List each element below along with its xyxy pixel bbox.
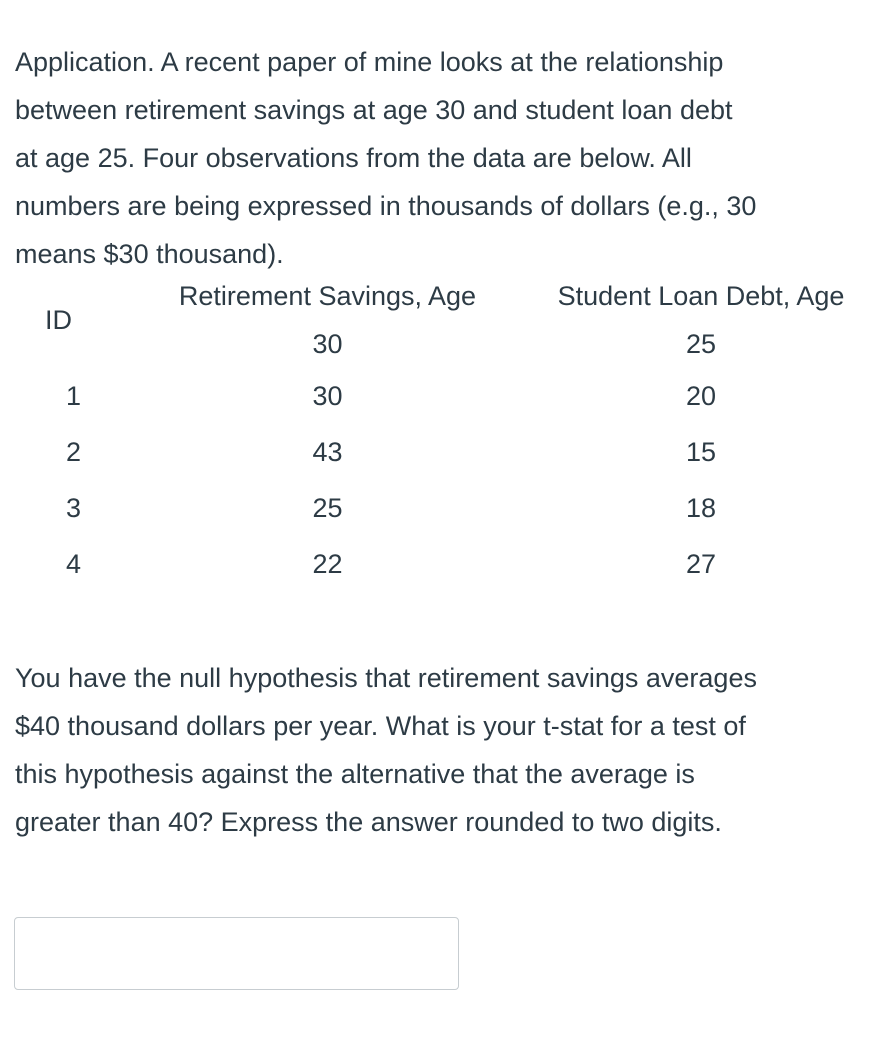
intro-line: at age 25. Four observations from the data are below. All [15,143,692,173]
question-text [15,38,875,278]
prompt-line: greater than 40? Express the answer rounded to two digits. [15,807,722,837]
cell-debt: 20 [685,381,717,411]
header-retirement-line2: 30 [312,329,343,359]
header-debt [510,272,892,368]
intro-line: numbers are being expressed in thousands of dollars (e.g., 30 [15,191,757,221]
table-row [0,536,892,592]
intro-line: between retirement savings at age 30 and student loan debt [15,95,733,125]
header-retirement [145,272,510,368]
prompt-line: You have the null hypothesis that retirement savings averages [15,663,757,693]
data-table [0,272,892,592]
cell-debt: 18 [685,493,717,523]
cell-debt: 27 [685,549,717,579]
table-row [0,480,892,536]
table-header-row [0,272,892,368]
cell-id: 4 [66,549,82,579]
cell-debt: 15 [685,437,717,467]
header-retirement-line1: Retirement Savings, Age [178,281,477,311]
answer-input[interactable] [14,917,459,990]
cell-retirement: 22 [312,549,343,579]
intro-line: means $30 thousand). [15,239,284,269]
prompt-line: this hypothesis against the alternative that the average is [15,759,695,789]
cell-id: 1 [66,381,82,411]
question-prompt [15,654,885,846]
prompt-line: $40 thousand dollars per year. What is your t-stat for a test of [15,711,746,741]
header-debt-line1: Student Loan Debt, Age [557,281,845,311]
table-row [0,424,892,480]
header-id [0,272,145,368]
cell-retirement: 25 [312,493,343,523]
cell-retirement: 43 [312,437,343,467]
cell-id: 2 [66,437,82,467]
intro-line: Application. A recent paper of mine looks at the relationship [15,47,724,77]
table-row [0,368,892,424]
cell-retirement: 30 [312,381,343,411]
cell-id: 3 [66,493,82,523]
header-id-label: ID [45,305,72,335]
question-intro [15,38,875,278]
header-debt-line2: 25 [685,329,717,359]
